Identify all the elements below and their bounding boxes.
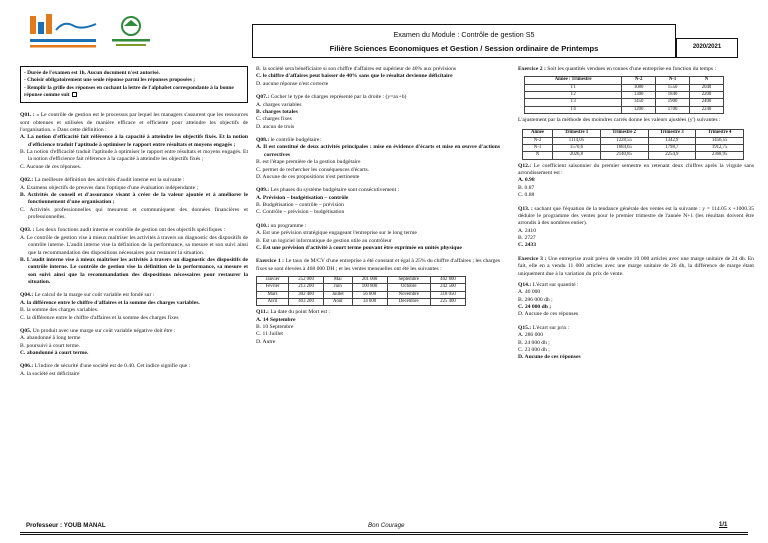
table-row bbox=[523, 137, 744, 144]
question-block bbox=[20, 177, 248, 221]
table-cell: 1456,55 bbox=[696, 137, 744, 144]
answer-option[interactable]: D. Aucune de ces propositions n'est pertinente bbox=[256, 173, 360, 180]
answer-option[interactable]: C. abandonné à court terme. bbox=[20, 350, 89, 357]
table-row bbox=[525, 99, 724, 106]
table-cell: 2240 bbox=[690, 106, 724, 113]
table-row bbox=[257, 291, 466, 298]
answer-option[interactable]: C. le chiffre d'affaires peut baisser de 40% sans que le résultat devienne déficitaire bbox=[256, 73, 453, 80]
table-cell: 1798,7 bbox=[648, 145, 696, 152]
answer-option[interactable]: C. 0.88 bbox=[518, 192, 535, 199]
page-footer bbox=[0, 516, 768, 543]
table-cell: Décembre bbox=[387, 298, 430, 305]
answer-option[interactable]: B. Activités de conseil et d'assurance visant à créer de la valeur ajoutée et à améliorer le fonctionnement d'une organisation ; bbox=[20, 191, 248, 206]
column-left bbox=[20, 66, 248, 506]
table-cell: Avril bbox=[257, 298, 289, 305]
table-cell: Mai bbox=[324, 277, 352, 284]
answer-option[interactable]: B. charges totales bbox=[256, 108, 298, 115]
instructions-box bbox=[20, 66, 248, 103]
question-block bbox=[20, 112, 248, 171]
question-text: Q10.: un programme : bbox=[256, 222, 307, 229]
table-cell: 2368,95 bbox=[696, 152, 744, 159]
question-block bbox=[256, 66, 500, 88]
table-header-cell: N-2 bbox=[622, 77, 656, 84]
table-row bbox=[525, 92, 724, 99]
table-row bbox=[257, 284, 466, 291]
table-cell: 1228,55 bbox=[600, 137, 648, 144]
column-middle bbox=[256, 66, 500, 506]
answer-option[interactable]: B. 10 Septembre bbox=[256, 324, 294, 331]
table-cell: 2040 bbox=[690, 84, 724, 91]
table-cell: 1700 bbox=[656, 106, 690, 113]
answer-option[interactable]: B. L'audit interne vise à mieux maîtriser les activités à travers un diagnostic des dispositifs de contrôle interne. Le contrôle de gestion vise la définition de la performance, sa mesure et son suivi ainsi que la recommandation des dispositions nécessaires pour restaurer la situation. bbox=[20, 256, 248, 286]
table-cell: 1912,75 bbox=[696, 145, 744, 152]
question-text: Q01. : « Le contrôle de gestion est le processus par lequel les managers s'assurent que les ressources sont obtenues et utilisées de manière efficace et efficiente pour atteindre les objectifs de l'organisation. » Dans cette définition : bbox=[20, 112, 248, 133]
table-cell: N-2 bbox=[523, 137, 553, 144]
table-cell: 2200 bbox=[690, 92, 724, 99]
answer-option[interactable]: B. 2727 bbox=[518, 235, 536, 242]
table-cell: Mars bbox=[257, 291, 289, 298]
table-cell: 1900 bbox=[656, 99, 690, 106]
table-row bbox=[257, 298, 466, 305]
table-cell: 2254,9 bbox=[648, 152, 696, 159]
answer-option[interactable]: A. 286 000 bbox=[518, 332, 544, 339]
table-cell: 242 500 bbox=[430, 284, 465, 291]
table-cell: 1684,65 bbox=[600, 145, 648, 152]
question-block bbox=[256, 309, 500, 346]
table-row bbox=[523, 152, 744, 159]
answer-option[interactable]: C. 24 000 dh ; bbox=[518, 304, 552, 311]
footer-divider bbox=[20, 534, 748, 535]
table-cell: 403 200 bbox=[289, 298, 324, 305]
table-cell: N-1 bbox=[523, 145, 553, 152]
table-cell: 318 050 bbox=[430, 291, 465, 298]
table-cell: 1550 bbox=[656, 84, 690, 91]
question-text: Q06.: L'indice de sécurité d'une société est de 0.40. Cet indice signifie que : bbox=[20, 363, 191, 370]
academic-year: 2020/2021 bbox=[676, 38, 738, 58]
table-cell: 302 400 bbox=[289, 291, 324, 298]
question-block bbox=[256, 137, 500, 181]
exercise-2-text2: L'ajustement par la méthode des moindres carrés donne les valeurs ajustées (y') suivantes : bbox=[518, 117, 721, 124]
page-number: 1/1 bbox=[719, 522, 728, 528]
table-cell: 1080 bbox=[622, 84, 656, 91]
answer-option[interactable]: B. la société sera bénéficiaire si son chiffre d'affaires est supérieur de 40% aux prévisions bbox=[256, 66, 457, 72]
answer-option[interactable]: D. aucune réponse n'est correcte bbox=[256, 80, 329, 87]
question-block bbox=[518, 282, 754, 319]
table-cell: 2140,85 bbox=[600, 152, 648, 159]
question-text: Q07.: Cocher le type de charges représenté par la droite : (y=ax+b) bbox=[256, 94, 407, 101]
good-luck-text: Bon Courage bbox=[368, 522, 405, 529]
instruction-line: - Durée de l'examen est 1h. Aucun document n'est autorisé. bbox=[24, 70, 160, 76]
table-cell: 1342,9 bbox=[648, 137, 696, 144]
university-logo-icon bbox=[28, 12, 100, 52]
table-cell: 225 400 bbox=[430, 298, 465, 305]
answer-option[interactable]: D. Autre bbox=[256, 338, 276, 345]
answer-option[interactable]: A. Le contrôle de gestion vise à mieux maîtriser les activités à travers un diagnostic des dispositifs de contrôle interne. L'audit interne vise la définition de la performance, sa mesure et son suivi ainsi que la recommandation des dispositions nécessaires pour restaurer la situation. bbox=[20, 234, 248, 256]
answer-option[interactable]: C. charges fixes bbox=[256, 116, 292, 123]
question-text: Q15.: L'écart sur prix : bbox=[518, 324, 570, 331]
table-header-cell: Année bbox=[523, 130, 553, 137]
table-cell: Octobre bbox=[387, 284, 430, 291]
answer-option[interactable]: A. La notion d'efficacité fait référence à la capacité à atteindre les objectifs fixés. Et la notion d'efficience traduit l'aptitude à optimiser le rapport entre résultats et moyens engagés ; bbox=[20, 134, 248, 148]
table-cell: Novembre bbox=[387, 291, 430, 298]
answer-option[interactable]: C. Contrôle – prévision – budgétisation bbox=[256, 209, 345, 216]
table-cell: 56 000 bbox=[352, 291, 387, 298]
answer-option[interactable]: D. Aucune de ces réponses bbox=[518, 311, 579, 318]
answer-option[interactable]: A. la société est déficitaire bbox=[20, 370, 80, 377]
table-cell: 1570,6 bbox=[553, 145, 601, 152]
answer-option[interactable]: A. 2410 bbox=[518, 227, 537, 234]
exercise-1 bbox=[256, 258, 500, 346]
answer-option[interactable]: B. Budgétisation – contrôle – prévision bbox=[256, 202, 344, 208]
question-block bbox=[518, 206, 754, 250]
table-header-cell: Année / Trimestre bbox=[525, 77, 622, 84]
table-header-cell: N-1 bbox=[656, 77, 690, 84]
answer-option[interactable]: C. 23 000 dh ; bbox=[518, 346, 550, 353]
answer-option[interactable]: A. charges variables bbox=[256, 101, 302, 108]
question-text: Q02.: La meilleure définition des activités d'audit interne est la suivante : bbox=[20, 177, 185, 184]
table-header-cell: N bbox=[690, 77, 724, 84]
table-row bbox=[525, 106, 724, 113]
column-right bbox=[518, 66, 754, 506]
checkbox-icon bbox=[72, 92, 77, 97]
question-text: Q13. : sachant que l'équation de la tendance générale des ventes est la suivante : y = 114.05 x +1000.35 déduire le programme des ventes pour le premier trimestre de l'année N+1 (les résultats doivent être arrondis à des nombres entier). bbox=[518, 205, 754, 227]
exam-title: Examen du Module : Contrôle de gestion S5 bbox=[393, 30, 535, 39]
table-cell: 1114,05 bbox=[553, 137, 601, 144]
answer-option[interactable]: A. 46 000 bbox=[518, 289, 541, 296]
exercise-3-text: Exercice 3 : Une entreprise avait prévu de vendre 10 000 articles avec une marge unitaire de 24 dh. En fait, elle en a vendu 11 000 articles avec une marge unitaire de 26 dh, la différence de marge étant uniquement due à la variation du prix de vente. bbox=[518, 255, 754, 277]
answer-option[interactable]: B. 0.87 bbox=[518, 184, 535, 191]
answer-option[interactable]: B. La notion d'efficacité traduit l'aptitude à optimiser le rapport entre résultats et moyens engagés. Et la notion d'efficience fait référence à la capacité à atteindre les objectifs fixés ; bbox=[20, 149, 248, 163]
table-cell: Janvier bbox=[257, 277, 289, 284]
answer-option[interactable]: B. 286 000 dh ; bbox=[518, 296, 553, 303]
table-cell: 2026,8 bbox=[553, 152, 601, 159]
table-row bbox=[257, 277, 466, 284]
answer-option[interactable]: D. Aucune de ces réponses bbox=[518, 354, 581, 361]
question-text: Q08.: le contrôle budgétaire: bbox=[256, 137, 321, 143]
adjusted-values-table bbox=[522, 129, 744, 159]
footer-divider bbox=[20, 532, 748, 533]
table-cell: 252 000 bbox=[289, 277, 324, 284]
answer-option[interactable]: B. la somme des charges variables. bbox=[20, 307, 99, 314]
professor-name: Professeur : YOUB MANAL bbox=[26, 522, 106, 529]
table-cell: 34 000 bbox=[352, 298, 387, 305]
table-cell: Août bbox=[324, 298, 352, 305]
table-header-cell: Trimestre 1 bbox=[553, 130, 601, 137]
answer-option[interactable]: A. la différence entre le chiffre d'affaires et la somme des charges variables. bbox=[20, 299, 200, 306]
answer-option[interactable]: D. aucun de trois bbox=[256, 123, 295, 130]
question-block bbox=[256, 94, 500, 131]
table-cell: T4 bbox=[525, 106, 622, 113]
answer-option[interactable]: C. Aucune de ces réponses. bbox=[20, 163, 82, 170]
instruction-line: - Remplir la grille des réponses en cochant la lettre de l'alphabet correspondante à la bonne réponse comme suit bbox=[24, 84, 234, 98]
question-block bbox=[20, 328, 248, 358]
exercise-1-text: Exercice 1 : Le taux de M/CV d'une entreprise a été constant et égal à 25% du chiffre d'affaires ; les charges fixes se sont élevées à 468 000 DH ; et les ventes mensuelles ont été les suivantes : bbox=[256, 258, 500, 272]
table-header-cell: Trimestre 4 bbox=[696, 130, 744, 137]
question-block bbox=[20, 292, 248, 322]
question-block bbox=[20, 363, 248, 378]
quantities-table bbox=[524, 76, 724, 114]
answer-option[interactable]: A. Prévision – budgétisation – contrôle bbox=[256, 194, 349, 201]
answer-option[interactable]: B. poursuivi à court terme. bbox=[20, 342, 80, 349]
answer-option[interactable]: A. 0.98 bbox=[518, 177, 535, 184]
answer-option[interactable]: B. Est un logiciel informatique de gestion utile au contrôleur bbox=[256, 237, 392, 244]
instruction-line: - Choisir obligatoirement une seule réponse parmi les réponses proposées ; bbox=[24, 77, 195, 84]
table-cell: 1840 bbox=[656, 92, 690, 99]
question-block bbox=[518, 163, 754, 200]
answer-option[interactable]: C. 11 Juillet bbox=[256, 331, 283, 338]
table-cell: 201 000 bbox=[352, 277, 387, 284]
table-cell: 1300 bbox=[622, 92, 656, 99]
question-block bbox=[256, 223, 500, 253]
answer-option[interactable]: C. Est une prévision d'activité à court terme pouvant être exprimée en unités physique bbox=[256, 244, 462, 251]
table-header-cell: Trimestre 2 bbox=[600, 130, 648, 137]
table-cell: Juin bbox=[324, 284, 352, 291]
questions-list bbox=[256, 66, 500, 252]
table-cell: Février bbox=[257, 284, 289, 291]
table-cell: 2400 bbox=[690, 99, 724, 106]
question-text: Q11.: La date du point Mort est : bbox=[256, 309, 330, 316]
table-cell: Juillet bbox=[324, 291, 352, 298]
page-header bbox=[0, 0, 768, 60]
question-text: Q03. : Les deux fonctions audit interne et contrôle de gestion ont des objectifs spécifiques : bbox=[20, 227, 226, 234]
answer-option[interactable]: C. Activités professionnelles qui mesurent et communiquent des données financières et professionnelles. bbox=[20, 206, 248, 221]
answer-option[interactable]: C. 2433 bbox=[518, 242, 537, 249]
exercise-2 bbox=[518, 66, 754, 250]
table-row bbox=[523, 145, 744, 152]
table-cell: T3 bbox=[525, 99, 622, 106]
answer-option[interactable]: C. la différence entre le chiffre d'affaires et la somme des charges fixes bbox=[20, 314, 179, 321]
answer-option[interactable]: C. permet de rechercher les conséquences d'écarts. bbox=[256, 166, 370, 173]
exercise-3 bbox=[518, 256, 754, 362]
answer-option[interactable]: A. Est une prévision stratégique engageant l'entreprise sur le long terme bbox=[256, 230, 417, 237]
exam-title-box bbox=[252, 24, 676, 58]
table-cell: 402 800 bbox=[430, 277, 465, 284]
table-cell: T2 bbox=[525, 92, 622, 99]
question-text: Q09.: Les phases du système budgétaire sont consécutivement : bbox=[256, 187, 400, 194]
monthly-sales-table bbox=[256, 276, 466, 306]
answer-option[interactable]: A. Il est constitué de deux activités principales : mise en évidence d'écarts et mise en œuvre d'actions correctives bbox=[256, 144, 500, 158]
table-cell: 100 800 bbox=[352, 284, 387, 291]
school-logo-icon bbox=[106, 14, 156, 50]
answer-option[interactable]: A. 14 Septembre bbox=[256, 316, 296, 323]
table-cell: Septembre bbox=[387, 277, 430, 284]
question-block bbox=[256, 187, 500, 217]
question-text: Q14.: L'écart sur quantité : bbox=[518, 281, 579, 288]
table-header-cell: Trimestre 3 bbox=[648, 130, 696, 137]
question-text: Q05. Un produit avec une marge sur coût variable négative doit être : bbox=[20, 327, 176, 334]
questions-list bbox=[20, 112, 248, 378]
answer-option[interactable]: A. abandonné à long terme bbox=[20, 335, 81, 342]
exercise-2-text: Exercice 2 : Soit les quantités vendues en tonnes d'une entreprise en fonction du temps : bbox=[518, 66, 717, 72]
question-block bbox=[518, 325, 754, 362]
question-block bbox=[20, 227, 248, 286]
table-row bbox=[525, 84, 724, 91]
question-text: Q04.: Le calcul de la marge sur coût variable est fondé sur : bbox=[20, 292, 155, 299]
table-cell: 213 200 bbox=[289, 284, 324, 291]
table-cell: 1200 bbox=[622, 106, 656, 113]
answer-option[interactable]: A. Examens objectifs de preuves dans l'optique d'une évaluation indépendante ; bbox=[20, 184, 199, 191]
table-cell: N bbox=[523, 152, 553, 159]
table-cell: 1450 bbox=[622, 99, 656, 106]
exam-subtitle: Filière Sciences Economiques et Gestion / Session ordinaire de Printemps bbox=[329, 43, 599, 53]
answer-option[interactable]: B. 24 000 dh ; bbox=[518, 339, 550, 346]
question-text: Q12.: Le coefficient saisonnier du premier semestre en retenant deux chiffres après la virgule sans arrondissement est : bbox=[518, 162, 754, 177]
table-cell: T1 bbox=[525, 84, 622, 91]
answer-option[interactable]: B. est l'étape première de la gestion budgétaire bbox=[256, 159, 361, 166]
